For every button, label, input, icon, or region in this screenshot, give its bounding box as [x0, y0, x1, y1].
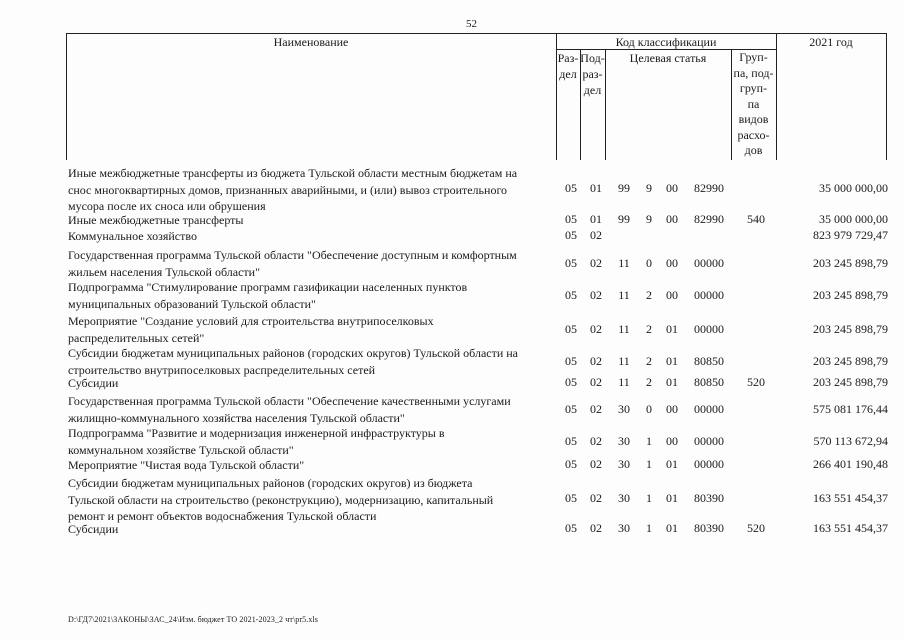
row-amount: 203 245 898,79	[813, 322, 888, 336]
code-target-subprogram: 2	[646, 322, 652, 336]
code-target-direction: 00000	[694, 322, 724, 336]
code-target-program: 30	[618, 521, 630, 535]
row-name-line: коммунальном хозяйстве Тульской области"	[68, 442, 294, 457]
table-row	[68, 212, 888, 229]
table-row	[68, 375, 888, 392]
row-name	[68, 475, 556, 525]
table-row	[68, 457, 888, 474]
code-target-direction: 00000	[694, 402, 724, 416]
row-name-line: Субсидии бюджетам муниципальных районов (городских округов) из бюджета	[68, 476, 473, 490]
code-target-program: 11	[618, 354, 630, 368]
row-name-line: Иные межбюджетные трансферты	[68, 213, 244, 227]
row-amount: 163 551 454,37	[813, 491, 888, 505]
page-number: 52	[466, 18, 477, 30]
row-name-line: мусора после их сноса или обрушения	[68, 199, 266, 213]
row-amount: 203 245 898,79	[813, 288, 888, 302]
row-name-line: Подпрограмма "Развитие и модернизация инженерной инфраструктуры в	[68, 426, 445, 440]
code-target-direction: 00000	[694, 256, 724, 270]
footer-file-path: D:\ГД7\2021\ЗАКОНЫ\ЗАС_24\Изм. бюджет ТО 2021-2023_2 чт\pr5.xls	[68, 615, 318, 624]
row-name-line: распределительных сетей"	[68, 330, 205, 345]
row-name-line: Государственная программа Тульской области "Обеспечение качественными услугами	[68, 394, 511, 408]
code-target-subprogram: 2	[646, 288, 652, 302]
code-podrazdel: 02	[590, 354, 602, 368]
table-row	[68, 279, 888, 312]
code-target-direction: 00000	[694, 288, 724, 302]
table-row	[68, 313, 888, 346]
code-target-event: 00	[666, 181, 678, 195]
code-target-event: 00	[666, 288, 678, 302]
code-podrazdel: 02	[590, 256, 602, 270]
header-year: 2021 год	[809, 35, 853, 49]
code-target-event: 01	[666, 322, 678, 336]
row-name-line: Субсидии	[68, 376, 119, 390]
row-amount: 35 000 000,00	[819, 212, 888, 226]
code-podrazdel: 01	[590, 181, 602, 195]
code-target-event: 01	[666, 375, 678, 389]
code-target-program: 99	[618, 181, 630, 195]
code-podrazdel: 02	[590, 375, 602, 389]
code-target-subprogram: 9	[646, 212, 652, 226]
code-group: 520	[747, 375, 765, 389]
code-podrazdel: 02	[590, 402, 602, 416]
row-name-line: жильем населения Тульской области"	[68, 264, 260, 279]
code-podrazdel: 02	[590, 521, 602, 535]
code-podrazdel: 02	[590, 491, 602, 505]
code-target-subprogram: 1	[646, 491, 652, 505]
code-razdel: 05	[565, 212, 577, 226]
row-amount: 266 401 190,48	[813, 457, 888, 471]
code-razdel: 05	[565, 288, 577, 302]
header-target-article: Целевая статья	[629, 51, 707, 65]
table-row	[68, 475, 888, 525]
table-row	[68, 165, 888, 215]
code-group: 520	[747, 521, 765, 535]
code-razdel: 05	[565, 354, 577, 368]
row-name	[68, 313, 556, 346]
row-name-line: муниципальных образований Тульской области"	[68, 296, 316, 311]
row-amount: 570 113 672,94	[813, 434, 888, 448]
code-target-direction: 80850	[694, 375, 724, 389]
code-target-event: 01	[666, 457, 678, 471]
row-name-line: Государственная программа Тульской области "Обеспечение доступным и комфортным	[68, 248, 517, 262]
row-amount: 203 245 898,79	[813, 375, 888, 389]
row-name	[68, 521, 556, 538]
row-name	[68, 375, 556, 392]
code-razdel: 05	[565, 402, 577, 416]
table-row	[68, 247, 888, 280]
row-name	[68, 393, 556, 426]
code-target-direction: 00000	[694, 457, 724, 471]
code-target-subprogram: 2	[646, 354, 652, 368]
row-name	[68, 345, 556, 378]
code-target-event: 01	[666, 354, 678, 368]
code-target-program: 30	[618, 491, 630, 505]
code-target-direction: 82990	[694, 212, 724, 226]
code-podrazdel: 02	[590, 288, 602, 302]
header-class-code: Код классификации	[615, 35, 717, 49]
table-row	[68, 345, 888, 378]
code-target-direction: 80390	[694, 491, 724, 505]
row-name-line: Иные межбюджетные трансферты из бюджета Тульской области местным бюджетам на	[68, 166, 518, 180]
row-name-line: снос многоквартирных домов, признанных аварийными, и (или) вывоз строительного	[68, 182, 508, 197]
code-target-event: 00	[666, 434, 678, 448]
row-name	[68, 228, 556, 245]
code-target-program: 99	[618, 212, 630, 226]
code-razdel: 05	[565, 256, 577, 270]
row-name-line: Субсидии бюджетам муниципальных районов (городских округов) Тульской области на	[68, 346, 519, 360]
row-name-line: Коммунальное хозяйство	[68, 229, 197, 243]
row-name-line: Тульской области на строительство (реконструкцию), модернизацию, капитальный	[68, 492, 494, 507]
row-amount: 575 081 176,44	[813, 402, 888, 416]
row-name-line: Подпрограмма "Стимулирование программ газификации населенных пунктов	[68, 280, 468, 294]
row-name-line: жилищно-коммунального хозяйства населения Тульской области"	[68, 410, 405, 425]
code-razdel: 05	[565, 457, 577, 471]
code-target-event: 00	[666, 212, 678, 226]
row-name-line: ремонт и ремонт объектов водоснабжения Тульской области	[68, 509, 377, 523]
table-row	[68, 228, 888, 245]
row-name	[68, 457, 556, 474]
table-row	[68, 393, 888, 426]
row-amount: 163 551 454,37	[813, 521, 888, 535]
row-name-line: Мероприятие "Чистая вода Тульской области"	[68, 458, 305, 472]
code-target-program: 30	[618, 457, 630, 471]
code-target-subprogram: 1	[646, 434, 652, 448]
code-target-subprogram: 0	[646, 402, 652, 416]
table-row	[68, 521, 888, 538]
code-podrazdel: 01	[590, 212, 602, 226]
row-name	[68, 165, 556, 215]
header-razdel: Раз- дел	[557, 51, 579, 81]
code-razdel: 05	[565, 181, 577, 195]
code-target-subprogram: 2	[646, 375, 652, 389]
row-amount: 35 000 000,00	[819, 181, 888, 195]
code-target-direction: 00000	[694, 434, 724, 448]
row-name-line: строительство внутрипоселковых распределительных сетей	[68, 362, 376, 377]
row-name	[68, 212, 556, 229]
code-target-program: 11	[618, 322, 630, 336]
code-target-program: 11	[618, 256, 630, 270]
code-target-program: 11	[618, 288, 630, 302]
code-razdel: 05	[565, 375, 577, 389]
code-podrazdel: 02	[590, 322, 602, 336]
row-name	[68, 247, 556, 280]
row-amount: 203 245 898,79	[813, 256, 888, 270]
code-target-subprogram: 1	[646, 457, 652, 471]
code-target-subprogram: 9	[646, 181, 652, 195]
code-razdel: 05	[565, 521, 577, 535]
code-target-program: 11	[618, 375, 630, 389]
table-row	[68, 425, 888, 458]
row-name	[68, 279, 556, 312]
code-razdel: 05	[565, 491, 577, 505]
code-target-event: 01	[666, 491, 678, 505]
code-target-event: 00	[666, 402, 678, 416]
code-target-direction: 82990	[694, 181, 724, 195]
code-target-direction: 80850	[694, 354, 724, 368]
header-name: Наименование	[273, 35, 349, 49]
code-group: 540	[747, 212, 765, 226]
code-podrazdel: 02	[590, 228, 602, 242]
code-podrazdel: 02	[590, 434, 602, 448]
row-name-line: Субсидии	[68, 522, 119, 536]
code-razdel: 05	[565, 434, 577, 448]
code-podrazdel: 02	[590, 457, 602, 471]
code-target-subprogram: 1	[646, 521, 652, 535]
code-target-program: 30	[618, 434, 630, 448]
code-target-event: 01	[666, 521, 678, 535]
row-name-line: Мероприятие "Создание условий для строительства внутрипоселковых	[68, 314, 434, 328]
row-amount: 823 979 729,47	[813, 228, 888, 242]
table-header	[66, 33, 886, 160]
code-target-event: 00	[666, 256, 678, 270]
header-podrazdel: Под- раз- дел	[580, 51, 605, 97]
header-group: Груп- па, под- груп- па видов расхо- дов	[733, 50, 774, 157]
row-name	[68, 425, 556, 458]
row-amount: 203 245 898,79	[813, 354, 888, 368]
code-target-direction: 80390	[694, 521, 724, 535]
code-razdel: 05	[565, 322, 577, 336]
code-target-program: 30	[618, 402, 630, 416]
code-razdel: 05	[565, 228, 577, 242]
code-target-subprogram: 0	[646, 256, 652, 270]
